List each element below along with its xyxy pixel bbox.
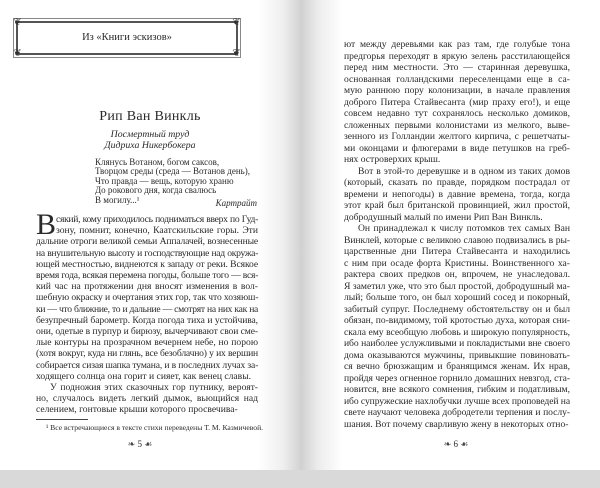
text-line: этот край был британской провинцией, жил простой, <box>344 200 570 211</box>
corner-ornament-icon: ❦ <box>232 48 241 59</box>
text-line: с ним при осаде форта Кристины. Воинственного ха- <box>344 257 570 269</box>
text-line: они, одетые в пурпур и бирюзу, вычерчивают свои сме- <box>36 326 258 338</box>
text-line: обязан, по-видимому, той кротостью духа, которая сни- <box>344 315 570 326</box>
text-line: Винклей, которые с великою славою подвизались в ры- <box>344 234 570 246</box>
footnote-divider <box>36 419 88 420</box>
page-number <box>110 439 170 450</box>
text-line: сложенных первыми колонистами из мелкого, выве- <box>344 119 570 131</box>
page-number <box>426 439 486 450</box>
epigraph-line: Творцом среды (среда — Вотанов день), <box>95 166 250 177</box>
text-line: ми оконцами и флюгерами в виде петушков на греб- <box>344 142 570 154</box>
text-line: добродушный малый по имени Рип Ван Винкль. <box>344 211 543 223</box>
epigraph-author: Картрайт <box>215 198 257 208</box>
epigraph-line: До рокового дня, когда свалюсь <box>95 185 217 196</box>
text-line: зенного из Голландии желтого кирпича, с решетчаты- <box>344 131 570 142</box>
text-line: совсем недавно тут сохранялось несколько домиков, <box>344 108 570 119</box>
text-line: кий час на протяжении дня вносят изменения в вол- <box>36 281 258 293</box>
text-line: новится, вне всякого сомнения, гибким и податливым, <box>344 384 570 395</box>
left-body-text <box>36 208 259 416</box>
text-line: времени и непогоды) в давние времена, тогда, когда <box>344 188 570 200</box>
text-line: (который, сказать по правде, порядком пострадал от <box>344 177 570 188</box>
text-line: на внушительную высоту и господствующие над окружа- <box>36 247 258 259</box>
footnote: ¹ Все встречающиеся в тексте стихи переведены Т. М. Казмичевой. <box>46 423 264 432</box>
text-line: нях островерхих крыш. <box>344 154 441 165</box>
ornament-icon: ❧ <box>127 439 136 449</box>
corner-ornament-icon: ❦ <box>13 17 22 28</box>
epigraph-line: Клянусь Вотаном, богом саксов, <box>95 157 220 167</box>
text-line: но, случалось видеть легкий дымок, вьющийся над <box>36 393 258 405</box>
page-number-text: 5 <box>137 439 142 449</box>
left-page <box>0 0 300 470</box>
ornament-icon: ❧ <box>443 439 452 449</box>
text-line: ибо наиболее услужливыми и покладистыми вне своего <box>344 338 570 349</box>
text-line: мую раннюю пору колонизации, в начале правления <box>344 85 570 96</box>
text-line: доброго Питера Стайвесанта (мир праху его!), и еще <box>344 96 570 108</box>
text-line: перед ним местности. Это — старинная деревушка, <box>344 62 570 73</box>
chapter-title: Рип Ван Винкль <box>99 109 201 124</box>
drop-cap: В <box>36 208 57 241</box>
text-line: рактера своих предков он, впрочем, не унаследовал. <box>344 269 570 280</box>
text-line: безупречный барометр. Когда погода тиха и устойчива, <box>36 314 258 326</box>
text-line: ют между деревьями как раз там, где голубые тона <box>344 39 570 50</box>
text-line: царственные дни Питера Стайвесанта и находились <box>344 246 570 257</box>
ornament-icon: ☙ <box>144 439 153 449</box>
text-line: ся вечно брюзжащим и бранящимся женам. Их нрав, <box>344 361 570 372</box>
corner-ornament-icon: ❦ <box>232 17 241 28</box>
text-line: дома оказываются мужчины, привыкшие повиновать- <box>344 349 570 361</box>
text-line: предгорья переходят в яркую зелень расстилающейся <box>344 50 570 62</box>
section-header: Из «Книги эскизов» <box>82 32 172 43</box>
epigraph-line: В могилу...¹ <box>95 194 140 205</box>
text-line: ки — что ближние, то и дальние — смотрят на них как на <box>36 303 258 315</box>
text-line: забитый супруг. Последнему обстоятельству он и был <box>344 303 570 315</box>
text-line: шебную окраску и очертания этих гор, так что хозяюш- <box>36 292 259 304</box>
subtitle-line: Дидриха Никербокера <box>104 140 196 151</box>
text-line: ходящего солнца она горит и сияет, как венец славы. <box>36 370 252 382</box>
text-line: ющей местностью, виднеются к западу от реки. Всякое <box>36 258 258 270</box>
text-line: шания. Вот почему сварливую жену в некоторых отно- <box>344 418 569 430</box>
ornament-icon: ☙ <box>460 439 469 449</box>
epigraph-line: Что правда — вещь, которую храню <box>95 175 234 186</box>
right-body-text <box>344 39 570 430</box>
text-line: селением, гонтовые крыши которого просвечива- <box>36 404 238 416</box>
text-line: время года, всякая перемена погоды, больше того — вся- <box>36 270 259 282</box>
text-line: Вот в этой-то деревушке и в одном из таких домов <box>358 165 570 177</box>
text-line: зону, помнит, конечно, Каатскильские горы. Эти <box>56 225 258 237</box>
text-line: основанная голландскими переселенцами еще в са- <box>344 73 570 85</box>
text-line: дальние отроги великой семьи Аппалачей, вознесенные <box>36 236 258 248</box>
page-number-text: 6 <box>453 439 458 449</box>
text-line: пройдя через огненное горнило домашних невзгод, ста- <box>344 372 570 384</box>
text-line: лый; больше того, он был хороший сосед и покорный, <box>344 292 570 303</box>
section-header-frame <box>13 17 241 59</box>
text-line: Он принадлежал к числу потомков тех самых Ван <box>358 223 570 234</box>
subtitle-line: Посмертный труд <box>110 129 190 140</box>
text-line: собирается сизая шапка тумана, и в последних лучах за- <box>36 359 259 371</box>
text-line: лые контуры на прозрачном вечернем небе, но порою <box>36 337 258 349</box>
text-line: (хотя вокруг, куда ни глянь, все безоблачно) у их вершин <box>36 348 258 360</box>
text-line: скала ему всеобщую любовь и широкую популярность, <box>344 326 570 338</box>
text-line: свете научают человека добродетели терпения и послу- <box>344 407 570 418</box>
text-line: сякий, кому приходилось подниматься вверх по Гуд- <box>56 214 258 225</box>
text-line: У подножия этих сказочных гор путнику, вероят- <box>50 382 258 394</box>
text-line: ибо супружеские нахлобучки лучше всех проповедей на <box>344 395 570 407</box>
text-line: Я заметил уже, что это был простой, добродушный ма- <box>344 280 570 292</box>
corner-ornament-icon: ❦ <box>13 48 22 59</box>
